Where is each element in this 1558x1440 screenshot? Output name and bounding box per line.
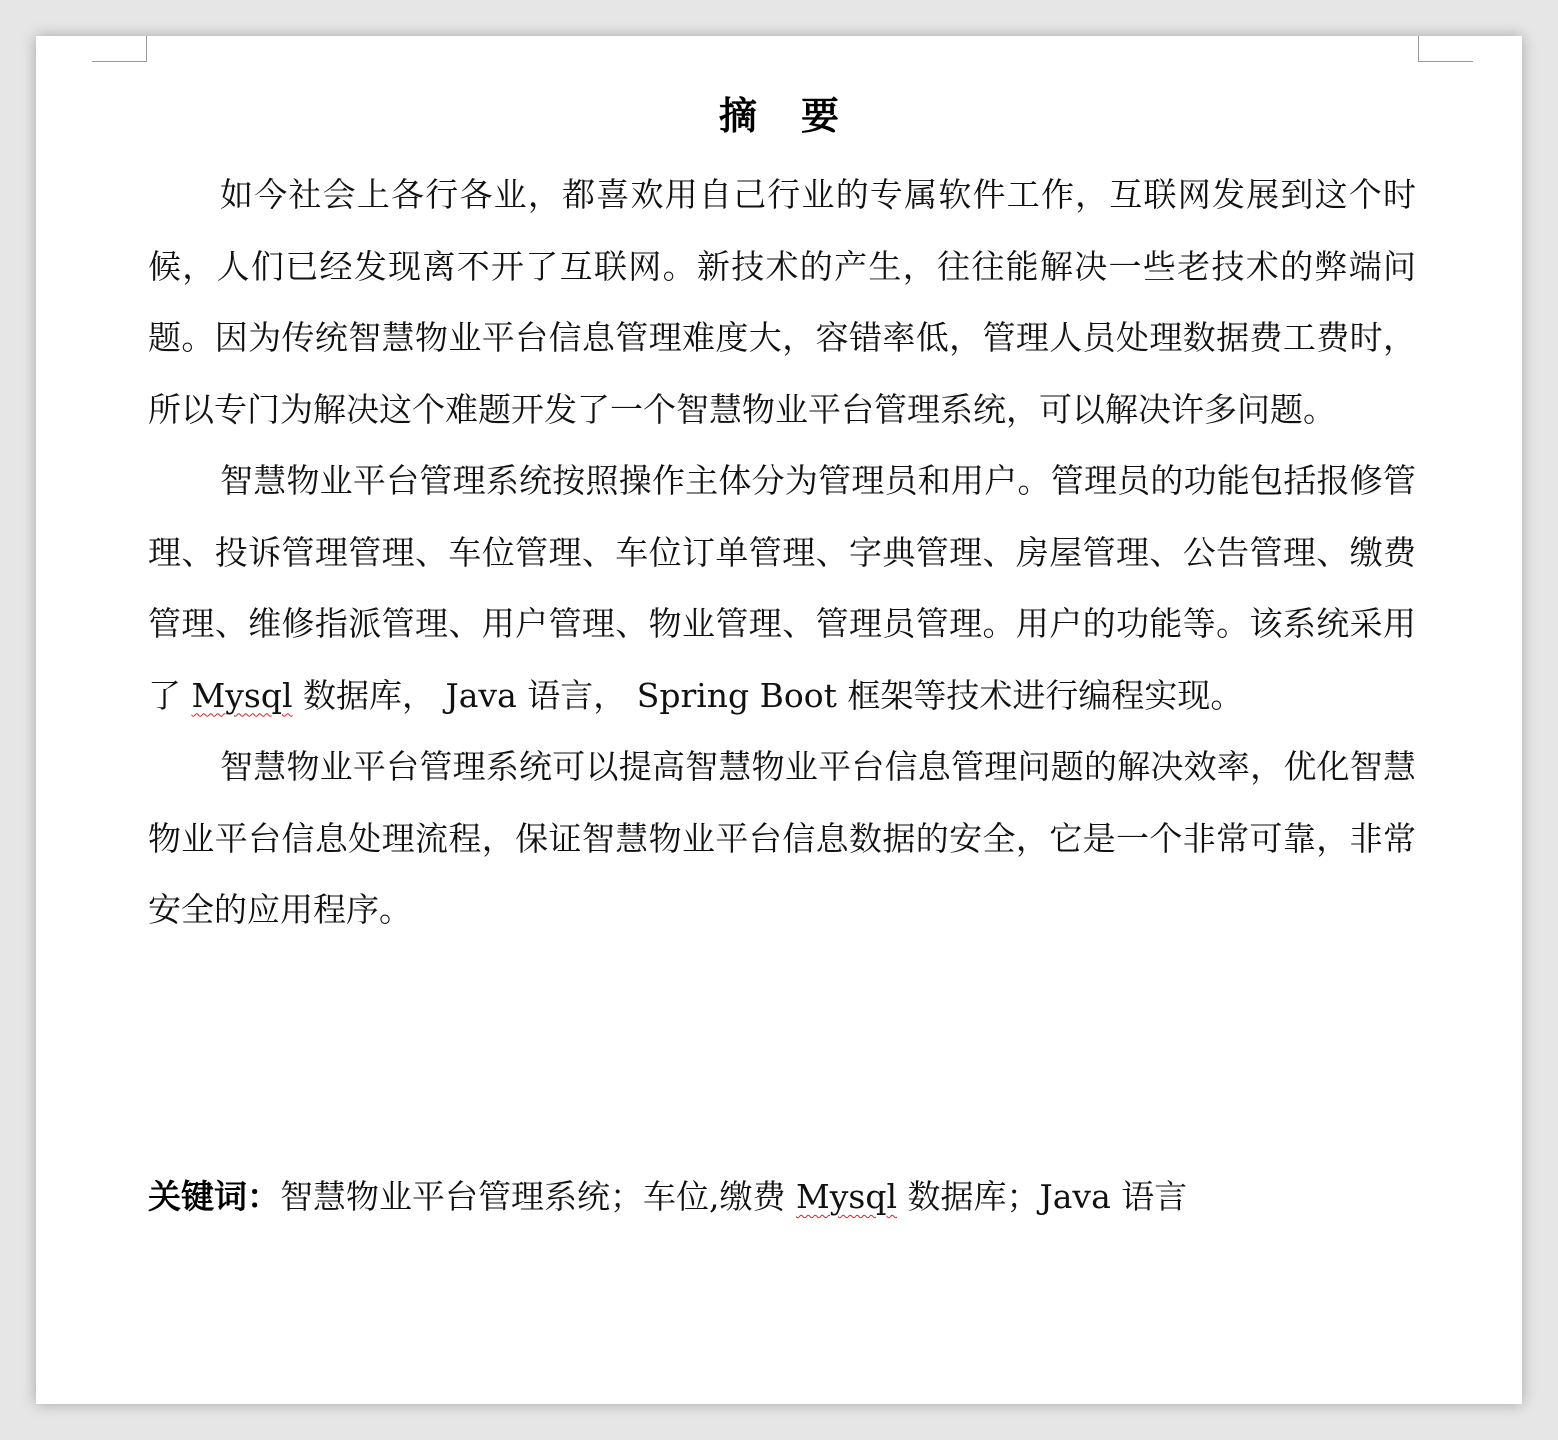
- abstract-paragraph-2: [148, 445, 1416, 731]
- abstract-body: [148, 159, 1416, 946]
- keywords-line: [148, 1161, 1416, 1233]
- right-margin-crop-mark: [1418, 36, 1473, 62]
- keywords-text: 数据库；Java 语言: [897, 1177, 1188, 1216]
- paragraph-text: 智慧物业平台管理系统可以提高智慧物业平台信息管理问题的解决效率，优化智慧物业平台信息处理流程，保证智慧物业平台信息数据的安全，它是一个非常可靠，非常安全的应用程序。: [148, 747, 1416, 929]
- abstract-title: 摘要: [718, 94, 883, 138]
- keywords-label: 关键词：: [148, 1177, 280, 1216]
- left-margin-crop-mark: [92, 36, 147, 62]
- keywords-text: 智慧物业平台管理系统；车位,缴费: [280, 1177, 796, 1216]
- spellcheck-flagged-word[interactable]: Mysql: [795, 1177, 898, 1216]
- paragraph-text: 智慧物业平台管理系统按照操作主体分为管理员和用户。管理员的功能包括报修管理、投诉管理管理、车位管理、车位订单管理、字典管理、房屋管理、公告管理、缴费管理、维修指派管理、用户管理、物业管理、管理员管理。用户的功能等。该系统采用了: [148, 461, 1416, 715]
- spellcheck-flagged-word[interactable]: Mysql: [191, 675, 293, 715]
- abstract-paragraph-3: [148, 731, 1416, 946]
- paragraph-text: 如今社会上各行各业，都喜欢用自己行业的专属软件工作，互联网发展到这个时候，人们已经发现离不开了互联网。新技术的产生，往往能解决一些老技术的弊端问题。因为传统智慧物业平台信息管理难度大，容错率低，管理人员处理数据费工费时，所以专门为解决这个难题开发了一个智慧物业平台管理系统，可以解决许多问题。: [148, 175, 1416, 429]
- abstract-paragraph-1: [148, 159, 1416, 445]
- paragraph-text: 数据库， Java 语言， Spring Boot 框架等技术进行编程实现。: [292, 675, 1244, 715]
- document-page: [36, 36, 1522, 1404]
